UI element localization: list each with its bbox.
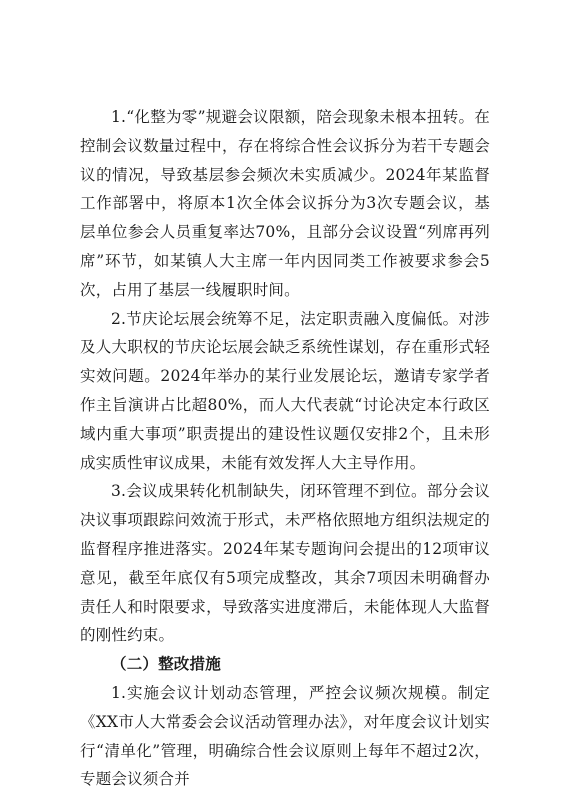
document-body <box>80 103 490 794</box>
paragraph-issue-1: 1.“化整为零”规避会议限额，陪会现象未根本扭转。在控制会议数量过程中，存在将综合性会议拆分为若干专题会议的情况，导致基层参会频次未实质减少。2024年某监督工作部署中，将原本1次全体会议拆分为3次专题会议，基层单位参会人员重复率达70%，且部分会议设置“列席再列席”环节，如某镇人大主席一年内因同类工作被要求参会5次，占用了基层一线履职时间。 <box>80 108 490 299</box>
paragraph-issue-2: 2.节庆论坛展会统筹不足，法定职责融入度偏低。对涉及人大职权的节庆论坛展会缺乏系统性谋划，存在重形式轻实效问题。2024年举办的某行业发展论坛，邀请专家学者作主旨演讲占比超80%，而人大代表就“讨论决定本行政区域内重大事项”职责提出的建设性议题仅安排2个，且未形成实质性审议成果，未能有效发挥人大主导作用。 <box>80 309 490 472</box>
paragraph-issue-3: 3.会议成果转化机制缺失，闭环管理不到位。部分会议决议事项跟踪问效流于形式，未严格依照地方组织法规定的监督程序推进落实。2024年某专题询问会提出的12项审议意见，截至年底仅有5项完成整改，其余7项因未明确督办责任人和时限要求，导致落实进度滞后，未能体现人大监督的刚性约束。 <box>80 482 490 645</box>
paragraph-measure-1: 1.实施会议计划动态管理，严控会议频次规模。制定《XX市人大常委会会议活动管理办法》，对年度会议计划实行“清单化”管理，明确综合性会议原则上每年不超过2次，专题会议须合并 <box>80 683 490 789</box>
section-heading: （二）整改措施 <box>111 654 221 674</box>
